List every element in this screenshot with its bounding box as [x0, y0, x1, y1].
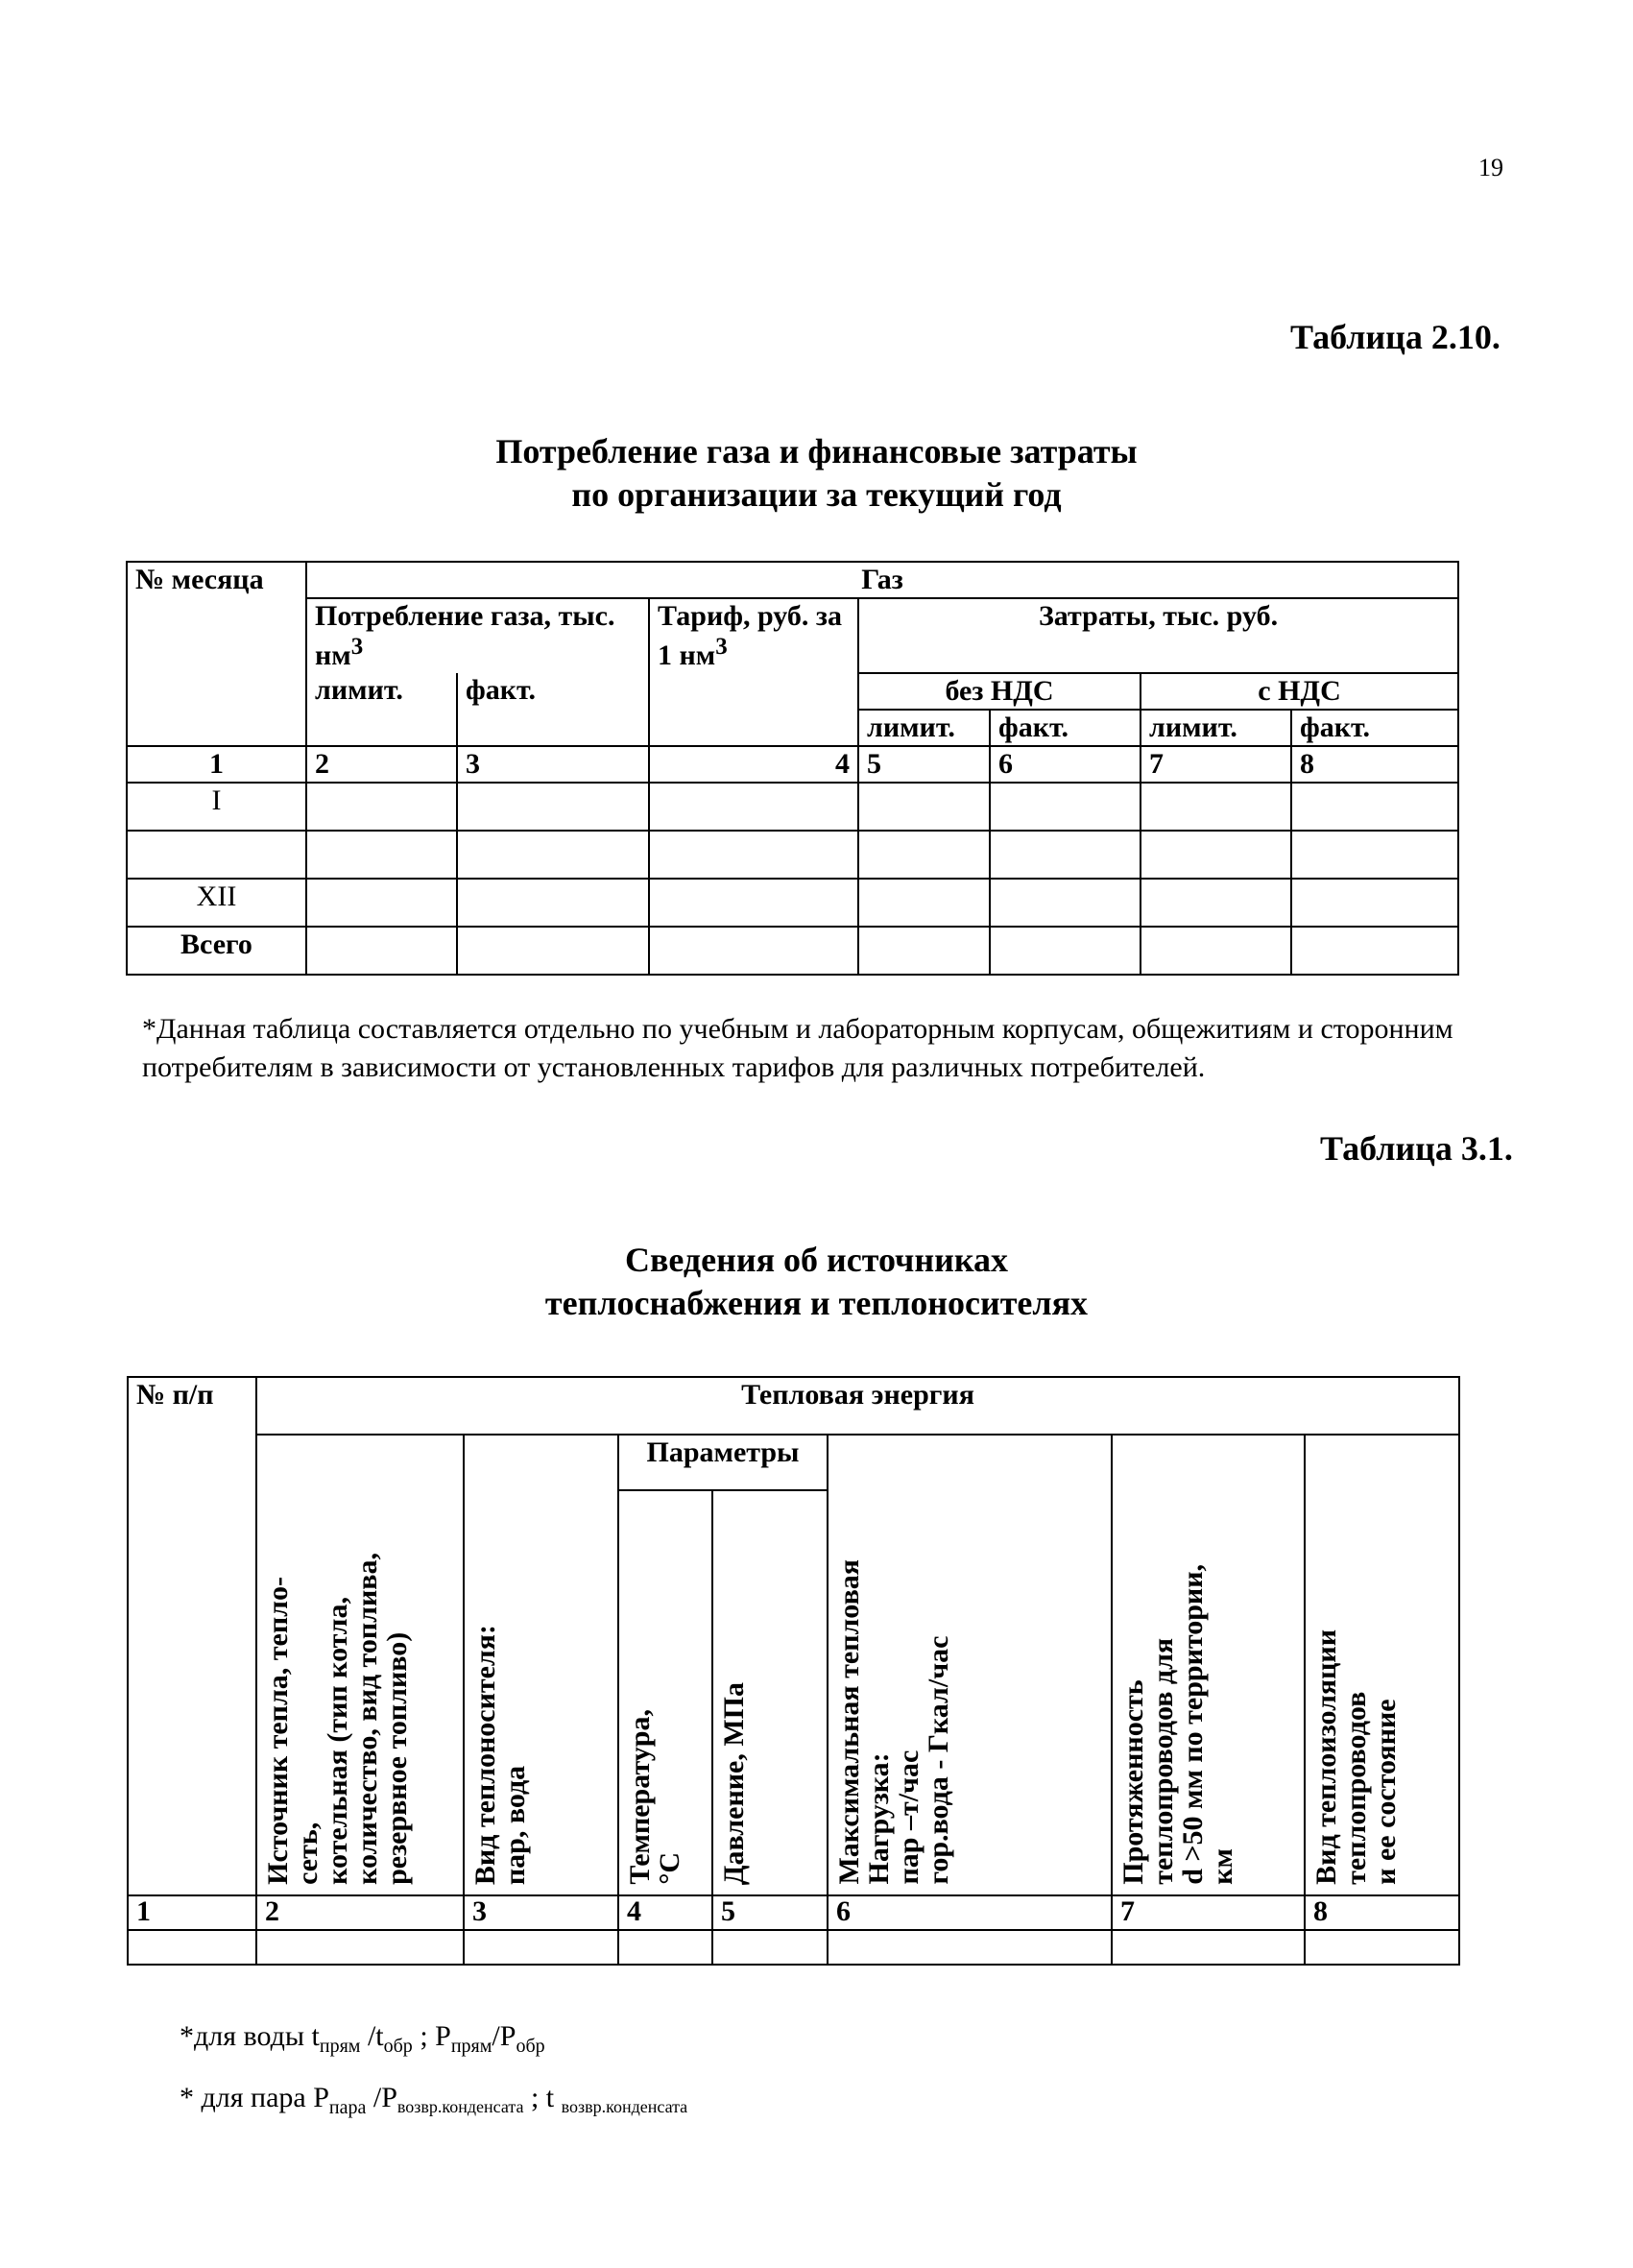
- table-row: [127, 879, 1458, 927]
- header-load: Максимальная тепловая Нагрузка: пар –т/час гор.вода - Гкал/час: [828, 1435, 1112, 1895]
- header-month: № месяца: [127, 562, 306, 746]
- table2-title-line2: теплоснабжения и теплоносителях: [544, 1284, 1089, 1322]
- header-consumption-limit: лимит.: [306, 673, 457, 746]
- col-number: 8: [1305, 1895, 1459, 1930]
- header-consumption-fact: факт.: [457, 673, 649, 746]
- header-no-vat: без НДС: [858, 673, 1141, 710]
- table1-title-line1: Потребление газа и финансовые затраты: [495, 432, 1138, 470]
- month-label: I: [127, 783, 306, 831]
- col-number: 2: [256, 1895, 464, 1930]
- header-carrier: Вид теплоносителя: пар, вода: [464, 1435, 618, 1895]
- table1-caption: Таблица 2.10.: [1290, 318, 1501, 356]
- header-pressure: Давление, МПа: [712, 1490, 828, 1895]
- header-insulation: Вид теплоизоляции теплопроводов и ее состояние: [1305, 1435, 1459, 1895]
- header-length: Протяженность теплопроводов для d >50 мм по территории, км: [1112, 1435, 1305, 1895]
- table1-title-line2: по организации за текущий год: [571, 475, 1062, 514]
- table1-note: *Данная таблица составляется отдельно по учебным и лабораторным корпусам, общежитиям и сторонним потребителям в зависимости от установленных тарифов для различных потребителей.: [142, 1013, 1453, 1083]
- page-number: 19: [1478, 154, 1503, 181]
- table-row: [127, 927, 1458, 975]
- header-no-vat-limit: лимит.: [858, 710, 990, 746]
- col-number: 7: [1141, 746, 1291, 783]
- col-number: 4: [649, 746, 858, 783]
- col-number: 1: [127, 746, 306, 783]
- header-params: Параметры: [618, 1435, 828, 1490]
- month-label: [127, 831, 306, 879]
- col-number: 7: [1112, 1895, 1305, 1930]
- header-tariff: Тариф, руб. за 1 $нм^3$: [649, 598, 858, 746]
- table2-title-line1: Сведения об источниках: [624, 1241, 1009, 1279]
- heat-sources-table: [127, 1376, 1460, 1966]
- header-with-vat: с НДС: [1141, 673, 1458, 710]
- total-label: Всего: [127, 927, 306, 975]
- col-number: 5: [858, 746, 990, 783]
- gas-consumption-table: [126, 561, 1459, 976]
- table2-caption: Таблица 3.1.: [1320, 1129, 1513, 1168]
- header-source: Источник тепла, тепло- сеть, котельная (тип котла, количество, вид топлива, резервное топливо): [256, 1435, 464, 1895]
- col-number: 2: [306, 746, 457, 783]
- col-number: 8: [1291, 746, 1458, 783]
- header-gas: Газ: [306, 562, 1458, 598]
- header-no-vat-fact: факт.: [990, 710, 1141, 746]
- col-number: 5: [712, 1895, 828, 1930]
- month-label: XII: [127, 879, 306, 927]
- col-number: 6: [990, 746, 1141, 783]
- header-temperature: Температура, °С: [618, 1490, 712, 1895]
- header-with-vat-fact: факт.: [1291, 710, 1458, 746]
- table-row: [127, 831, 1458, 879]
- header-with-vat-limit: лимит.: [1141, 710, 1291, 746]
- header-consumption: Потребление газа, тыс. $нм^3$: [306, 598, 649, 673]
- table-row: [128, 1930, 1459, 1965]
- col-number: 4: [618, 1895, 712, 1930]
- header-costs: Затраты, тыс. руб.: [858, 598, 1458, 673]
- col-number: 3: [464, 1895, 618, 1930]
- col-number: 1: [128, 1895, 256, 1930]
- footnote-water: *для воды $t_{прям}$ $/t_{обр}$ ; $P_{прям}/P_{обр}$: [180, 2020, 545, 2057]
- col-number: 6: [828, 1895, 1112, 1930]
- footnote-steam: * для пара $P_{пара}$ $/P_{возвр.конденсата}$ ; t $_{возвр.конденсата}$: [180, 2082, 688, 2118]
- header-heat-energy: Тепловая энергия: [256, 1377, 1459, 1435]
- col-number: 3: [457, 746, 649, 783]
- table-row: [127, 783, 1458, 831]
- header-num: № п/п: [128, 1377, 256, 1895]
